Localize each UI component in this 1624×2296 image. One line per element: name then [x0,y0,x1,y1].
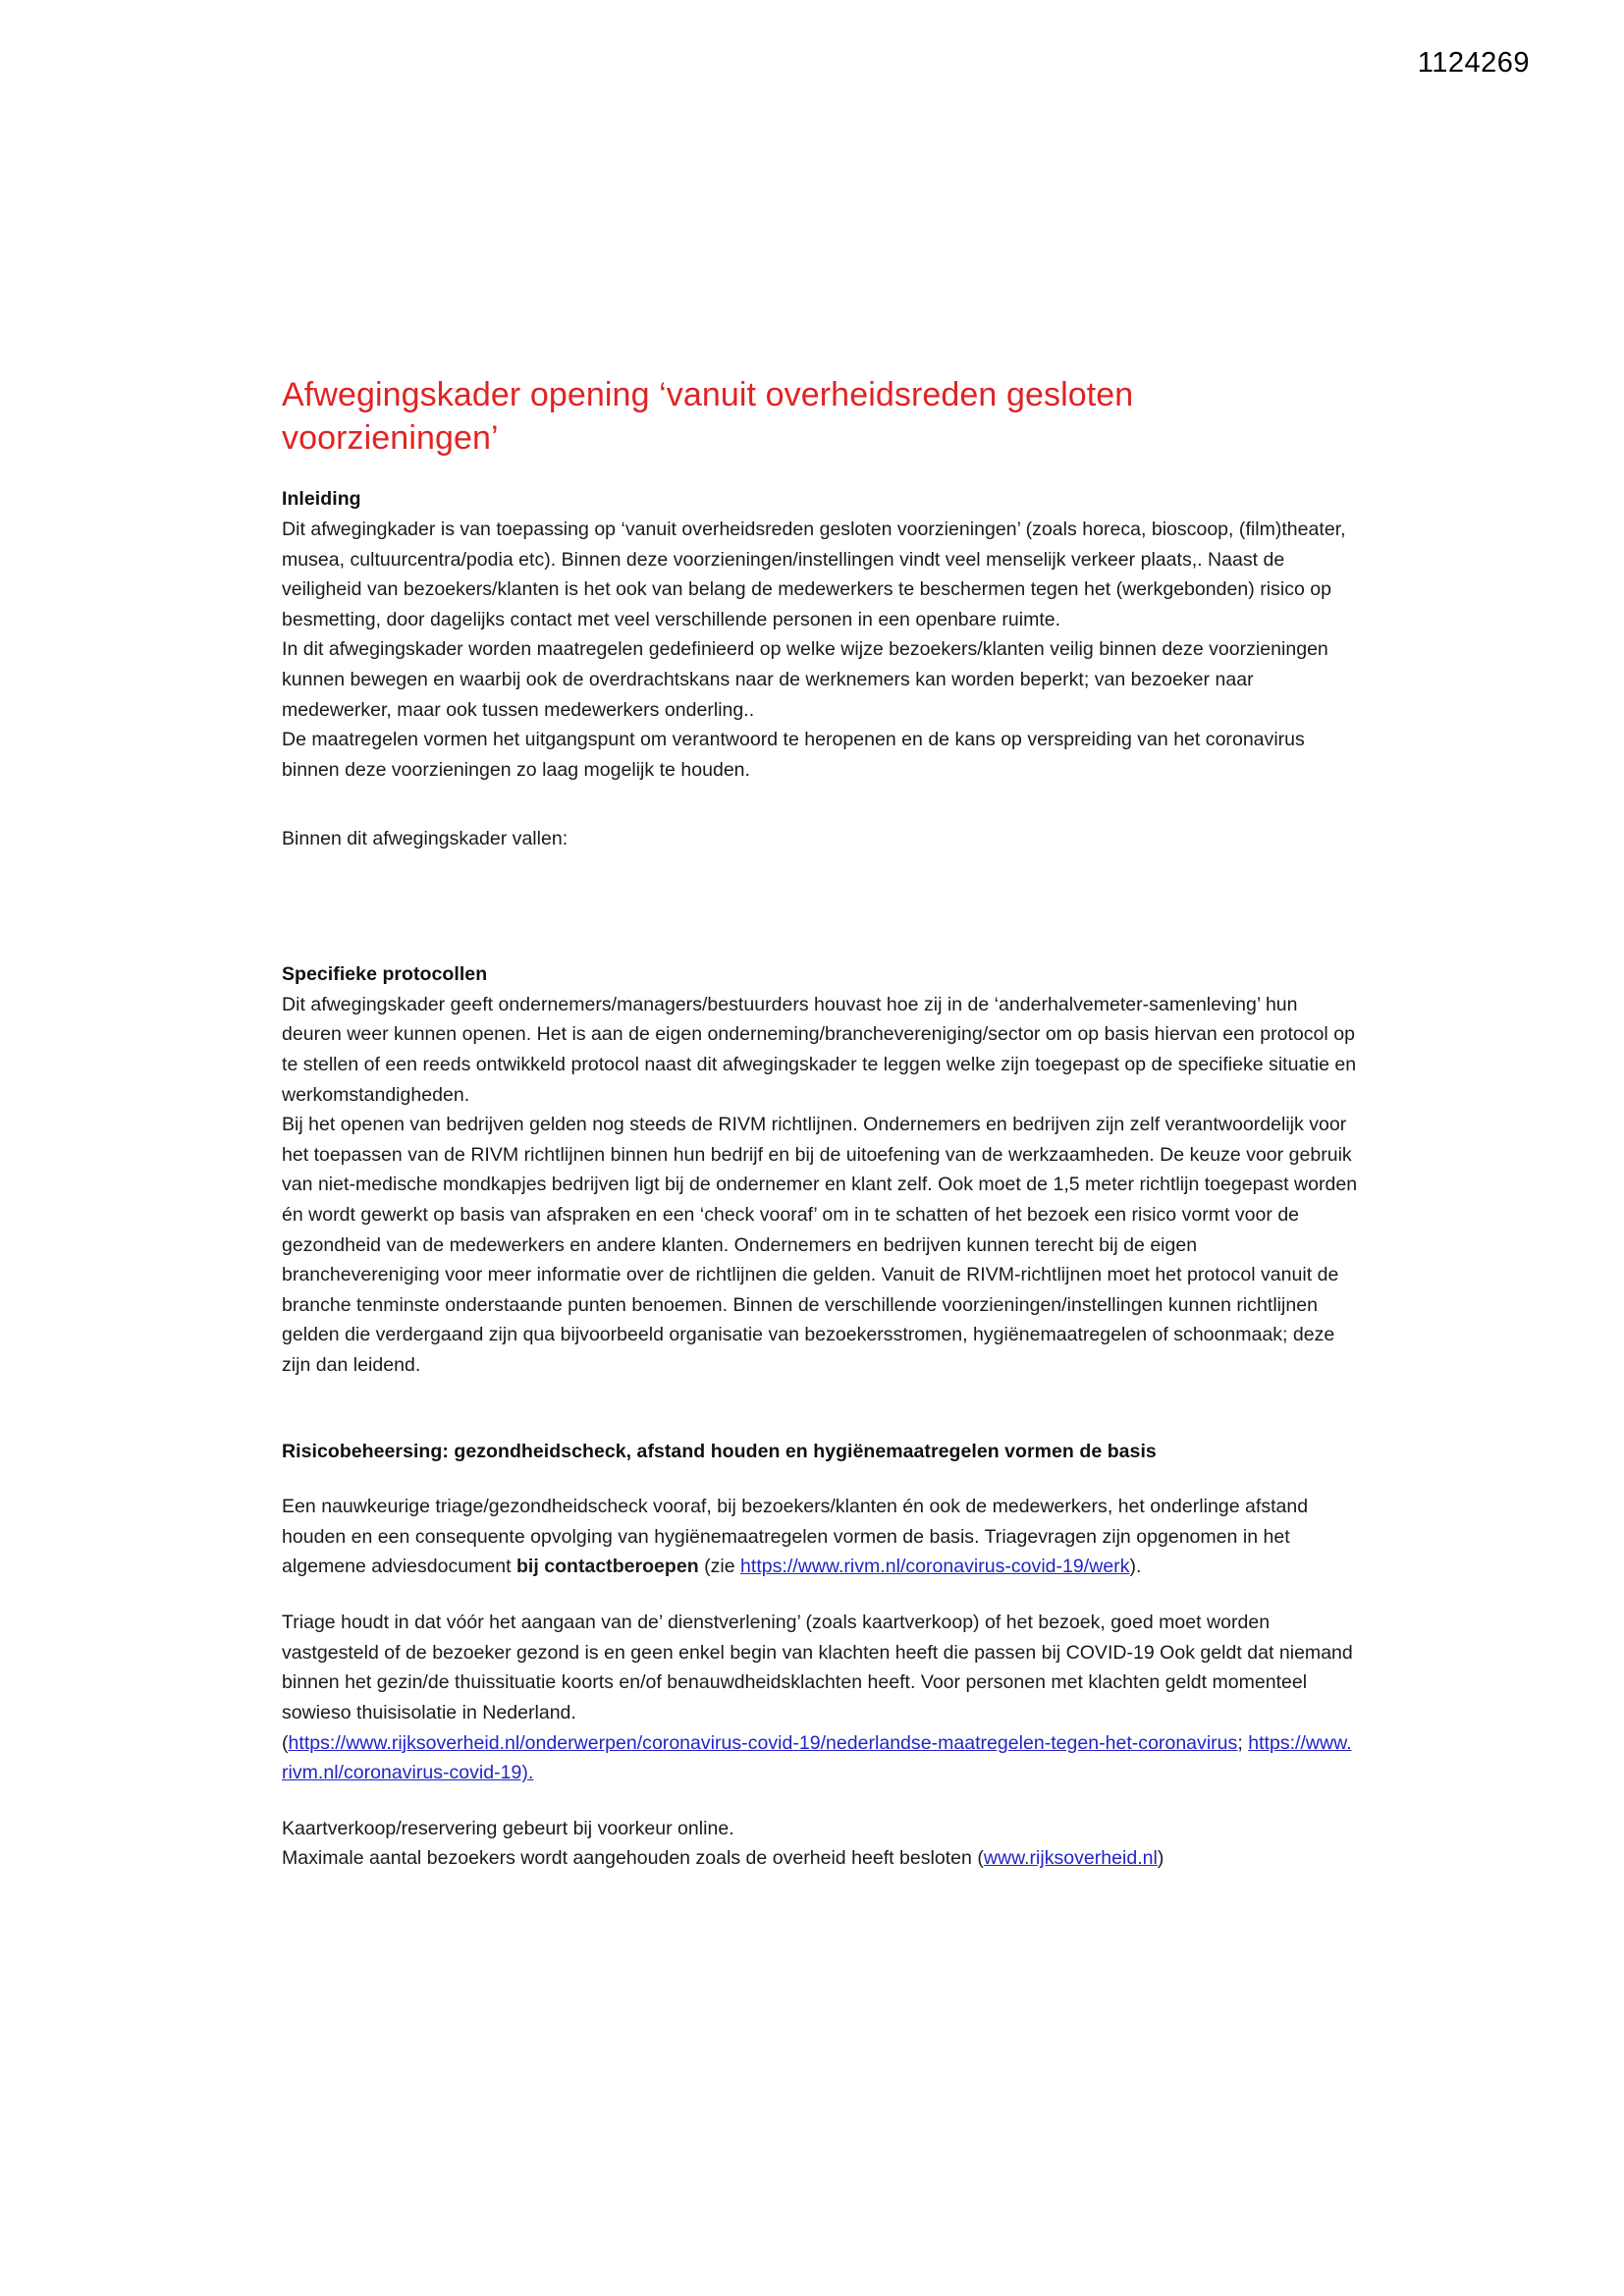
specifieke-protocollen-paragraph-2: Bij het openen van bedrijven gelden nog steeds de RIVM richtlijnen. Ondernemers en bedrijven zijn zelf verantwoordelijk voor het toepassen van de RIVM richtlijnen binnen hun bedrijf en bij de uitoefening van de werkzaamheden. De keuze voor gebruik van niet-medische mondkapjes bedrijven ligt bij de ondernemer en klant zelf. Ook moet de 1,5 meter richtlijn toegepast worden én wordt gewerkt op basis van afspraken en een ‘check vooraf’ om in te schatten of het bezoek een risico vormt voor de gezondheid van de medewerkers en andere klanten. Ondernemers en bedrijven kunnen terecht bij de eigen branchevereniging voor meer informatie over de richtlijnen die gelden. Vanuit de RIVM-richtlijnen moet het protocol vanuit de branche tenminste onderstaande punten benoemen. Binnen de verschillende voorzieningen/instellingen kunnen richtlijnen gelden die verdergaand zijn qua bijvoorbeeld organisatie van bezoekersstromen, hygiënemaatregelen of schoonmaak; deze zijn dan leidend. [282,1114,1358,1377]
risicobeheersing-paragraph-1 [282,1492,1358,1582]
risicobeheersing-p1-text-b: (zie [698,1556,741,1578]
inleiding-paragraph-2: In dit afwegingskader worden maatregelen gedefinieerd op welke wijze bezoekers/klanten veilig binnen deze voorzieningen kunnen bewegen en waarbij ook de overdrachtskans naar de werknemers kan worden beperkt; van bezoeker naar medewerker, maar ook tussen medewerkers onderling.. [282,638,1328,721]
maximale-bezoekers-text-b: ) [1157,1847,1164,1870]
spacer [282,1466,1358,1492]
link-separator: ; [1237,1731,1249,1754]
risicobeheersing-links-paragraph [282,1728,1358,1788]
spacer [282,1788,1358,1814]
spacer [282,785,1358,824]
document-content [282,373,1358,1874]
inleiding-paragraph-1: Dit afwegingkader is van toepassing op ‘vanuit overheidsreden gesloten voorzieningen’ (zoals horeca, bioscoop, (film)theater, musea, cultuurcentra/podia etc). Binnen deze voorzieningen/instellingen vindt veel menselijk verkeer plaats,. Naast de veiligheid van bezoekers/klanten is het ook van belang de medewerkers te beschermen tegen het (werkgebonden) risico op besmetting, door dagelijks contact met veel verschillende personen in een openbare ruimte. [282,519,1346,630]
specifieke-protocollen-paragraph-1: Dit afwegingskader geeft ondernemers/managers/bestuurders houvast hoe zij in de ‘anderhalvemeter-samenleving’ hun deuren weer kunnen openen. Het is aan de eigen onderneming/branchevereniging/sector om op basis hiervan een protocol op te stellen of een reeds ontwikkeld protocol naast dit afwegingskader te leggen welke zijn toegepast op de specifieke situatie en werkomstandigheden. [282,993,1357,1106]
heading-specifieke-protocollen: Specifieke protocollen [282,963,488,986]
maximale-bezoekers-paragraph [282,1843,1358,1874]
spacer [282,1381,1358,1438]
rivm-werk-link[interactable]: https://www.rivm.nl/coronavirus-covid-19/werk [740,1556,1130,1578]
spacer [282,854,1358,960]
spacer [282,1582,1358,1608]
risicobeheersing-p1-text-a: Een nauwkeurige triage/gezondheidscheck vooraf, bij bezoekers/klanten én ook de medewerkers, het onderlinge afstand houden en een consequente opvolging van hygiënemaatregelen vormen de basis. Triagevragen zijn opgenomen in het algemene adviesdocument [282,1496,1309,1578]
inleiding-paragraph-4: Binnen dit afwegingskader vallen: [282,828,568,850]
inleiding-paragraph-3: De maatregelen vormen het uitgangspunt om verantwoord te heropenen en de kans op verspreiding van het coronavirus binnen deze voorzieningen zo laag mogelijk te houden. [282,729,1305,781]
risicobeheersing-p1-bold: bij contactberoepen [515,1556,699,1578]
rijksoverheid-maatregelen-link[interactable]: https://www.rijksoverheid.nl/onderwerpen/coronavirus-covid-19/nederlandse-maatregelen-tegen-het-coronavirus [288,1731,1238,1754]
paren-open: ( [282,1731,289,1754]
rijksoverheid-link[interactable]: www.rijksoverheid.nl [983,1847,1158,1870]
risicobeheersing-paragraph-2: Triage houdt in dat vóór het aangaan van de’ dienstverlening’ (zoals kaartverkoop) of het bezoek, goed moet worden vastgesteld of de bezoeker gezond is en geen enkel begin van klachten heeft die passen bij COVID-19 Ook geldt dat niemand binnen het gezin/de thuissituatie koorts en/of benauwdheidsklachten heeft. Voor personen met klachten geldt momenteel sowieso thuisisolatie in Nederland. [282,1612,1353,1723]
rivm-covid19-link[interactable]: https://www.rivm.nl/coronavirus-covid-19). [282,1731,1352,1784]
risicobeheersing-p1-text-c: ). [1129,1556,1142,1578]
kaartverkoop-paragraph: Kaartverkoop/reservering gebeurt bij voorkeur online. [282,1817,734,1839]
heading-risicobeheersing: Risicobeheersing: gezondheidscheck, afstand houden en hygiënemaatregelen vormen de basis [282,1440,1157,1462]
heading-inleiding: Inleiding [282,488,361,511]
document-title: Afwegingskader opening ‘vanuit overheidsreden gesloten voorzieningen’ [282,376,1134,458]
page-number-header: 1124269 [1417,47,1530,79]
maximale-bezoekers-text-a: Maximale aantal bezoekers wordt aangehouden zoals de overheid heeft besloten ( [282,1847,984,1870]
